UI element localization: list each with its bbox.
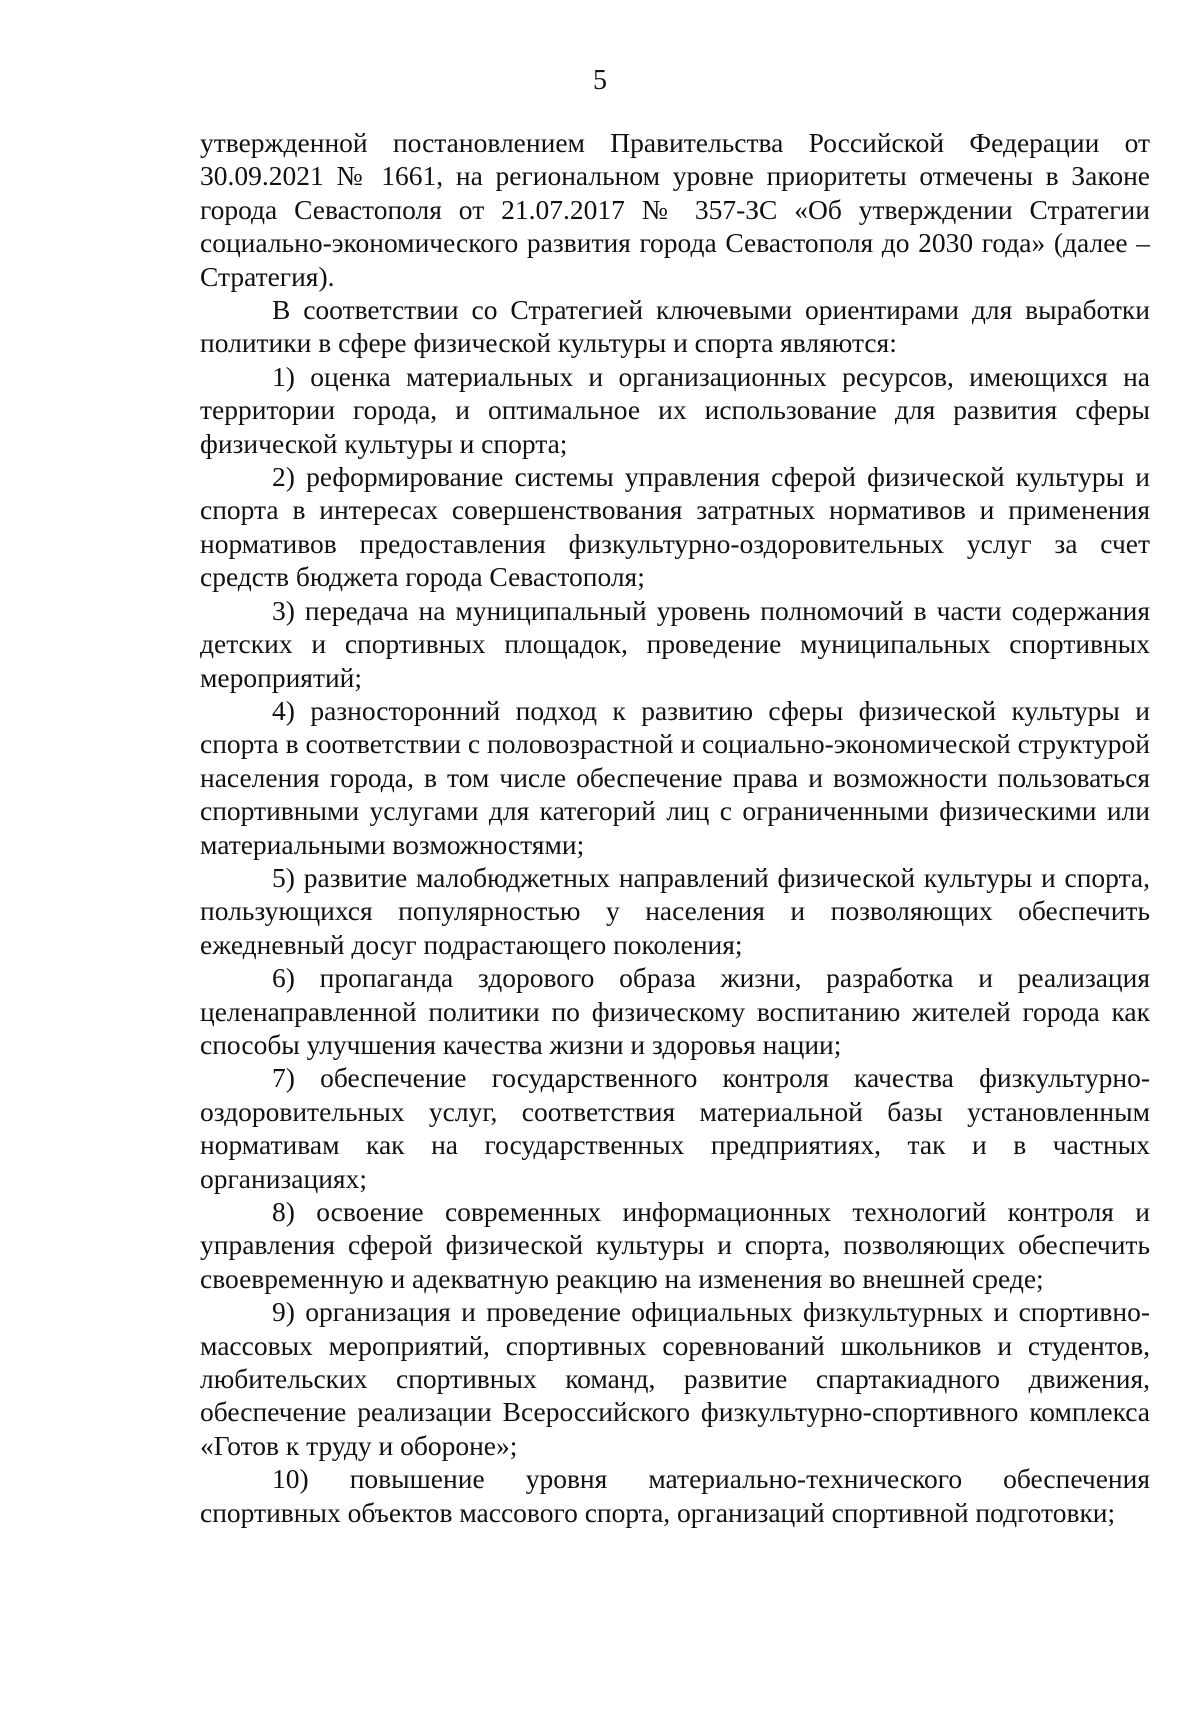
document-body bbox=[200, 126, 1150, 1529]
list-item-1: 1) оценка материальных и организационных ресурсов, имеющихся на территории города, и оптимальное их использование для развития сферы физической культуры и спорта; bbox=[200, 360, 1150, 459]
list-item-6: 6) пропаганда здорового образа жизни, разработка и реализация целенаправленной политики по физическому воспитанию жителей города как способы улучшения качества жизни и здоровья нации; bbox=[200, 962, 1150, 1060]
list-item-9: 9) организация и проведение официальных физкультурных и спортивно-массовых мероприятий, спортивных соревнований школьников и студентов, любительских спортивных команд, развитие спартакиадного движения, обеспечение реализации Всероссийского физкультурно-спортивного комплекса «Готов к труду и обороне»; bbox=[200, 1296, 1150, 1461]
list-item-2: 2) реформирование системы управления сферой физической культуры и спорта в интересах совершенствования затратных нормативов и применения нормативов предоставления физкультурно-оздоровительных услуг за счет средств бюджета города Севастополя; bbox=[200, 461, 1150, 593]
list-item-3: 3) передача на муниципальный уровень полномочий в части содержания детских и спортивных площадок, проведение муниципальных спортивных мероприятий; bbox=[200, 594, 1150, 693]
list-item-8: 8) освоение современных информационных технологий контроля и управления сферой физической культуры и спорта, позволяющих обеспечить своевременную и адекватную реакцию на изменения во внешней среде; bbox=[200, 1196, 1150, 1294]
list-item-4: 4) разносторонний подход к развитию сферы физической культуры и спорта в соответствии с половозрастной и социально-экономической структурой населения города, в том числе обеспечение права и возможности пользоваться спортивными услугами для категорий лиц с ограниченными физическими или материальными возможностями; bbox=[200, 694, 1150, 860]
list-item-7: 7) обеспечение государственного контроля качества физкультурно-оздоровительных услуг, соответствия материальной базы установленным нормативам как на государственных предприятиях, так и в частных организациях; bbox=[200, 1062, 1150, 1194]
paragraph-intro-continuation: утвержденной постановлением Правительства Российской Федерации от 30.09.2021 № 1661, на региональном уровне приоритеты отмечены в Законе города Севастополя от 21.07.2017 № 357-ЗС «Об утверждении Стратегии социально-экономического развития города Севастополя до 2030 года» (далее – Стратегия). bbox=[200, 127, 1150, 292]
list-item-5: 5) развитие малобюджетных направлений физической культуры и спорта, пользующихся популярностью у населения и позволяющих обеспечить ежедневный досуг подрастающего поколения; bbox=[200, 861, 1150, 960]
list-item-10: 10) повышение уровня материально-технического обеспечения спортивных объектов массового спорта, организаций спортивной подготовки; bbox=[200, 1463, 1150, 1528]
page-number: 5 bbox=[593, 65, 607, 96]
paragraph-strategy-lead: В соответствии со Стратегией ключевыми ориентирами для выработки политики в сфере физической культуры и спорта являются: bbox=[200, 294, 1150, 359]
